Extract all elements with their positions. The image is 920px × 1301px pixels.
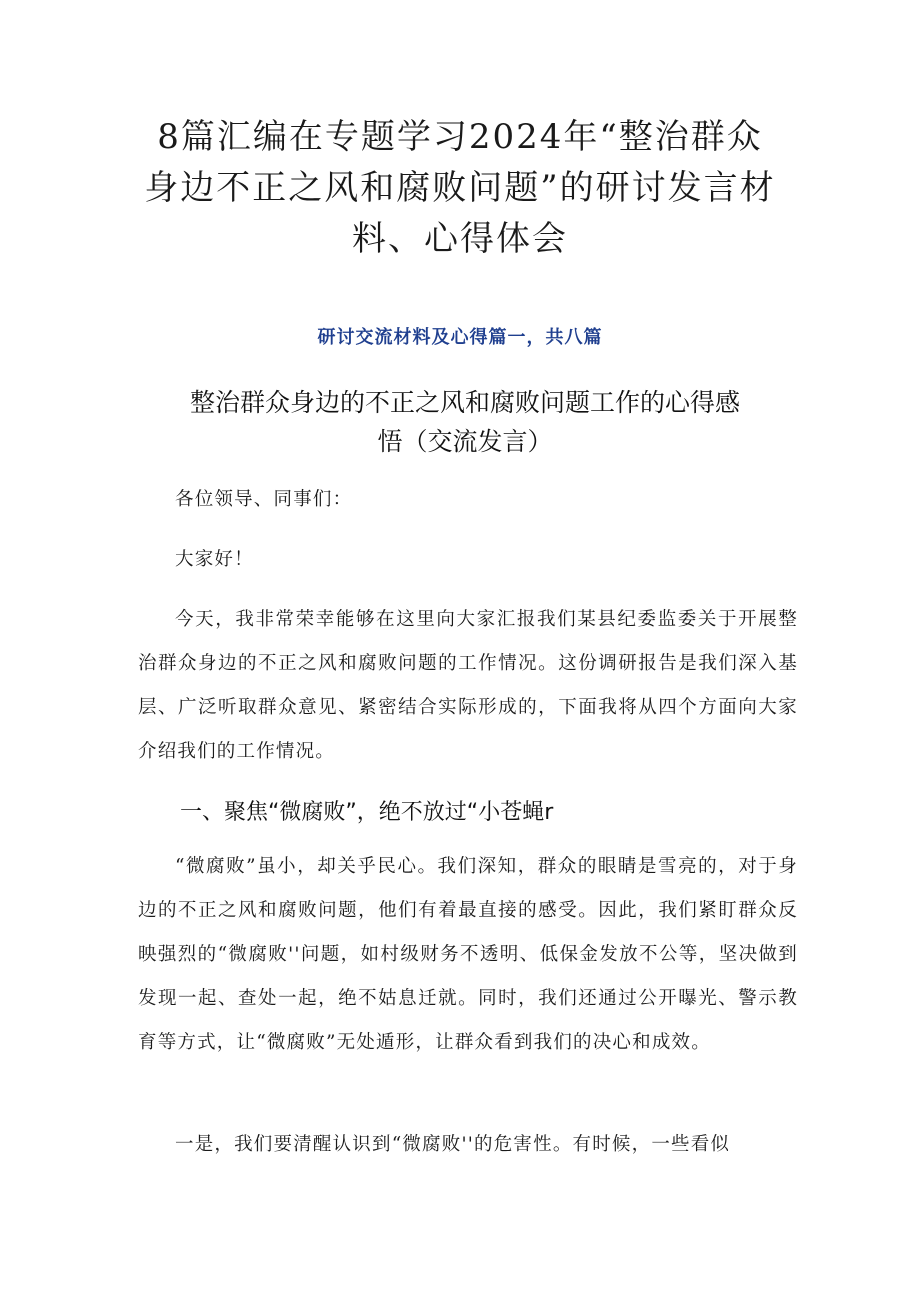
greeting: 大家好！ <box>175 549 254 570</box>
speech-title: 整治群众身边的不正之风和腐败问题工作的心得感悟（交流发言） <box>189 388 740 456</box>
intro-paragraph: 今天，我非常荣幸能够在这里向大家汇报我们某县纪委监委关于开展整治群众身边的不正之风和腐败问题的工作情况。这份调研报告是我们深入基层、广泛听取群众意见、紧密结合实际形成的，下面我将从四个方面向大家介绍我们的工作情况。 <box>138 609 798 762</box>
body-paragraph-1: “微腐败”虽小，却关乎民心。我们深知，群众的眼睛是雪亮的，对于身边的不正之风和腐败问题，他们有着最直接的感受。因此，我们紧盯群众反映强烈的“微腐败''问题，如村级财务不透明、低保金发放不公等，坚决做到发现一起、查处一起，绝不姑息迁就。同时，我们还通过公开曝光、警示教育等方式，让“微腐败”无处遁形，让群众看到我们的决心和成效。 <box>138 856 798 1053</box>
section-heading-1: 一、聚焦“微腐败”，绝不放过“小苍蝇r <box>180 800 554 825</box>
salutation: 各位领导、同事们： <box>175 489 353 510</box>
body-paragraph-2: 一是，我们要清醒认识到“微腐败''的危害性。有时候，一些看似 <box>175 1134 731 1155</box>
document-title: 8篇汇编在专题学习2024年“整治群众身边不正之风和腐败问题”的研讨发言材料、心得体会 <box>144 117 776 259</box>
section-label: 研讨交流材料及心得篇一，共八篇 <box>317 327 603 348</box>
